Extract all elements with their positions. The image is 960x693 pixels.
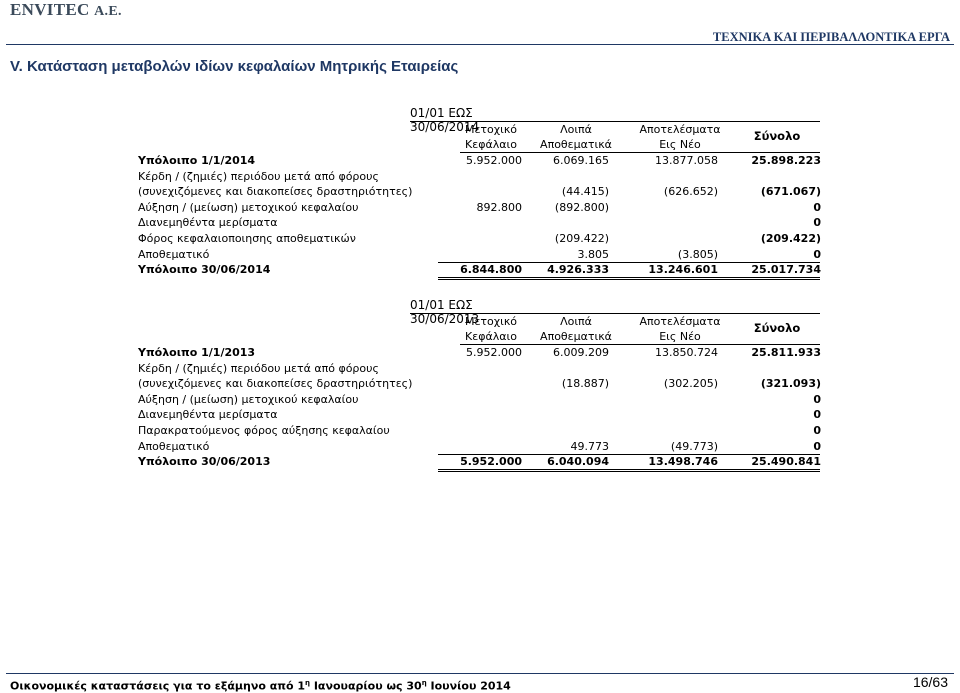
table-row bbox=[138, 231, 828, 247]
total-rule bbox=[438, 454, 820, 455]
table-row bbox=[138, 247, 828, 263]
row-label: Υπόλοιπο 30/06/2013 bbox=[138, 455, 271, 469]
cell-c4: (321.093) bbox=[760, 377, 821, 391]
row-label: Υπόλοιπο 1/1/2014 bbox=[138, 154, 256, 167]
cell-c4: 0 bbox=[813, 247, 821, 261]
col-header-line: Αποθεματικά bbox=[540, 330, 612, 343]
cell-c2: (209.422) bbox=[554, 232, 609, 245]
table-row bbox=[138, 184, 828, 200]
cell-c2: 6.069.165 bbox=[553, 154, 609, 167]
cell-c3: 13.877.058 bbox=[655, 154, 718, 167]
cell-c4: (209.422) bbox=[760, 232, 821, 245]
table-row bbox=[138, 215, 828, 231]
table-row bbox=[138, 361, 828, 377]
footer-text bbox=[10, 679, 511, 693]
col-header-line: Αποθεματικά bbox=[540, 138, 612, 151]
cell-c3: 13.498.746 bbox=[648, 455, 718, 469]
col-header-line: Εις Νέο bbox=[659, 330, 701, 343]
table-row bbox=[138, 439, 828, 455]
table-row bbox=[138, 169, 828, 185]
total-double-rule bbox=[438, 277, 820, 280]
cell-c4: 25.898.223 bbox=[751, 154, 821, 167]
col-header-line: Λοιπά bbox=[560, 123, 592, 136]
col-total: Σύνολο bbox=[753, 129, 801, 143]
cell-c4: 0 bbox=[813, 216, 821, 230]
cell-c4: 0 bbox=[813, 408, 821, 422]
col-other-reserves bbox=[534, 122, 618, 152]
row-label: Αποθεματικό bbox=[138, 439, 210, 453]
table-row bbox=[138, 407, 828, 423]
col-other-reserves bbox=[534, 314, 618, 344]
cell-c4: 0 bbox=[813, 200, 821, 214]
row-label: Διανεμηθέντα μερίσματα bbox=[138, 216, 278, 230]
header-top-rule bbox=[410, 313, 820, 314]
table-row bbox=[138, 423, 828, 439]
col-header-line: Αποτελέσματα bbox=[639, 315, 721, 328]
col-share-capital bbox=[460, 122, 522, 152]
cell-c2: 6.009.209 bbox=[553, 346, 609, 359]
row-label: (συνεχιζόμενες και διακοπείσες δραστηριότητες) bbox=[138, 185, 413, 199]
cell-c1: 5.952.000 bbox=[466, 154, 522, 167]
cell-c4: 0 bbox=[813, 424, 821, 437]
cell-c4: 25.811.933 bbox=[751, 346, 821, 359]
cell-c4: 0 bbox=[813, 439, 821, 453]
footer-sup: η bbox=[421, 679, 427, 687]
cell-c4: 25.017.734 bbox=[751, 263, 821, 277]
col-header-line: Λοιπά bbox=[560, 315, 592, 328]
footer-part: Ιανουαρίου ως 30 bbox=[310, 679, 422, 693]
table-row bbox=[138, 153, 828, 169]
period-header: 01/01 ΕΩΣ 30/06/2013 bbox=[410, 298, 480, 326]
cell-c3: (3.805) bbox=[677, 247, 718, 261]
cell-c2: (44.415) bbox=[561, 185, 609, 199]
row-label: (συνεχιζόμενες και διακοπείσες δραστηριότητες) bbox=[138, 377, 413, 391]
row-label: Αποθεματικό bbox=[138, 247, 210, 261]
header-subtitle: ΤΕΧΝΙΚΑ ΚΑΙ ΠΕΡΙΒΑΛΛΟΝΤΙΚΑ ΕΡΓΑ bbox=[712, 30, 950, 44]
table-row bbox=[138, 200, 828, 216]
cell-c3: 13.850.724 bbox=[655, 346, 718, 359]
logo-main: ENVITEC bbox=[10, 0, 90, 19]
cell-c1: 892.800 bbox=[476, 200, 522, 214]
cell-c2: 3.805 bbox=[577, 247, 609, 261]
table-row bbox=[138, 376, 828, 392]
total-rule bbox=[438, 262, 820, 263]
row-label: Φόρος κεφαλαιοποιησης αποθεματικών bbox=[138, 232, 356, 245]
table-row bbox=[138, 262, 828, 278]
total-double-rule bbox=[438, 469, 820, 472]
footer-part: Ιουνίου 2014 bbox=[426, 679, 511, 693]
section-title: V. Κατάσταση μεταβολών ιδίων κεφαλαίων Μητρικής Εταιρείας bbox=[10, 58, 459, 75]
col-total: Σύνολο bbox=[753, 321, 801, 335]
cell-c3: (302.205) bbox=[663, 377, 718, 391]
company-logo bbox=[10, 0, 122, 20]
cell-c4: 25.490.841 bbox=[751, 455, 821, 469]
footer-sup: η bbox=[305, 679, 310, 687]
row-label: Αύξηση / (μείωση) μετοχικού κεφαλαίου bbox=[138, 392, 359, 406]
col-header-line: Μετοχικό bbox=[464, 123, 518, 136]
cell-c2: 49.773 bbox=[570, 439, 609, 453]
row-label: Κέρδη / (ζημιές) περιόδου μετά από φόρους bbox=[138, 169, 379, 183]
cell-c2: 6.040.094 bbox=[547, 455, 609, 469]
header-rule bbox=[6, 44, 954, 45]
cell-c3: 13.246.601 bbox=[648, 263, 718, 277]
table-row bbox=[138, 345, 828, 361]
footer-rule bbox=[6, 673, 954, 674]
logo-suffix: A.E. bbox=[94, 4, 122, 19]
col-retained-earnings bbox=[632, 314, 728, 344]
header-top-rule bbox=[410, 121, 820, 122]
table-row bbox=[138, 392, 828, 408]
cell-c4: 0 bbox=[813, 392, 821, 406]
col-header-line: Κεφάλαιο bbox=[465, 330, 517, 343]
row-label: Διανεμηθέντα μερίσματα bbox=[138, 408, 278, 422]
page-number: 16/63 bbox=[912, 674, 948, 690]
row-label: Κέρδη / (ζημιές) περιόδου μετά από φόρους bbox=[138, 361, 379, 375]
row-label: Υπόλοιπο 30/06/2014 bbox=[138, 263, 271, 277]
cell-c1: 6.844.800 bbox=[460, 263, 522, 277]
col-header-line: Αποτελέσματα bbox=[639, 123, 721, 136]
footer-part: Οικονομικές καταστάσεις για το εξάμηνο από 1 bbox=[10, 679, 306, 693]
row-label: Παρακρατούμενος φόρος αύξησης κεφαλαίου bbox=[138, 424, 390, 437]
col-header-line: Μετοχικό bbox=[464, 315, 518, 328]
col-header-line: Κεφάλαιο bbox=[465, 138, 517, 151]
row-label: Υπόλοιπο 1/1/2013 bbox=[138, 346, 256, 359]
cell-c2: (892.800) bbox=[554, 200, 609, 214]
row-label: Αύξηση / (μείωση) μετοχικού κεφαλαίου bbox=[138, 200, 359, 214]
col-header-line: Εις Νέο bbox=[659, 138, 701, 151]
cell-c4: (671.067) bbox=[760, 185, 821, 199]
cell-c2: 4.926.333 bbox=[547, 263, 609, 277]
cell-c1: 5.952.000 bbox=[466, 346, 522, 359]
period-header: 01/01 ΕΩΣ 30/06/2014 bbox=[410, 106, 480, 134]
cell-c3: (626.652) bbox=[663, 185, 718, 199]
col-share-capital bbox=[460, 314, 522, 344]
table-row bbox=[138, 454, 828, 470]
col-retained-earnings bbox=[632, 122, 728, 152]
cell-c3: (49.773) bbox=[670, 439, 718, 453]
cell-c1: 5.952.000 bbox=[460, 455, 522, 469]
cell-c2: (18.887) bbox=[561, 377, 609, 391]
